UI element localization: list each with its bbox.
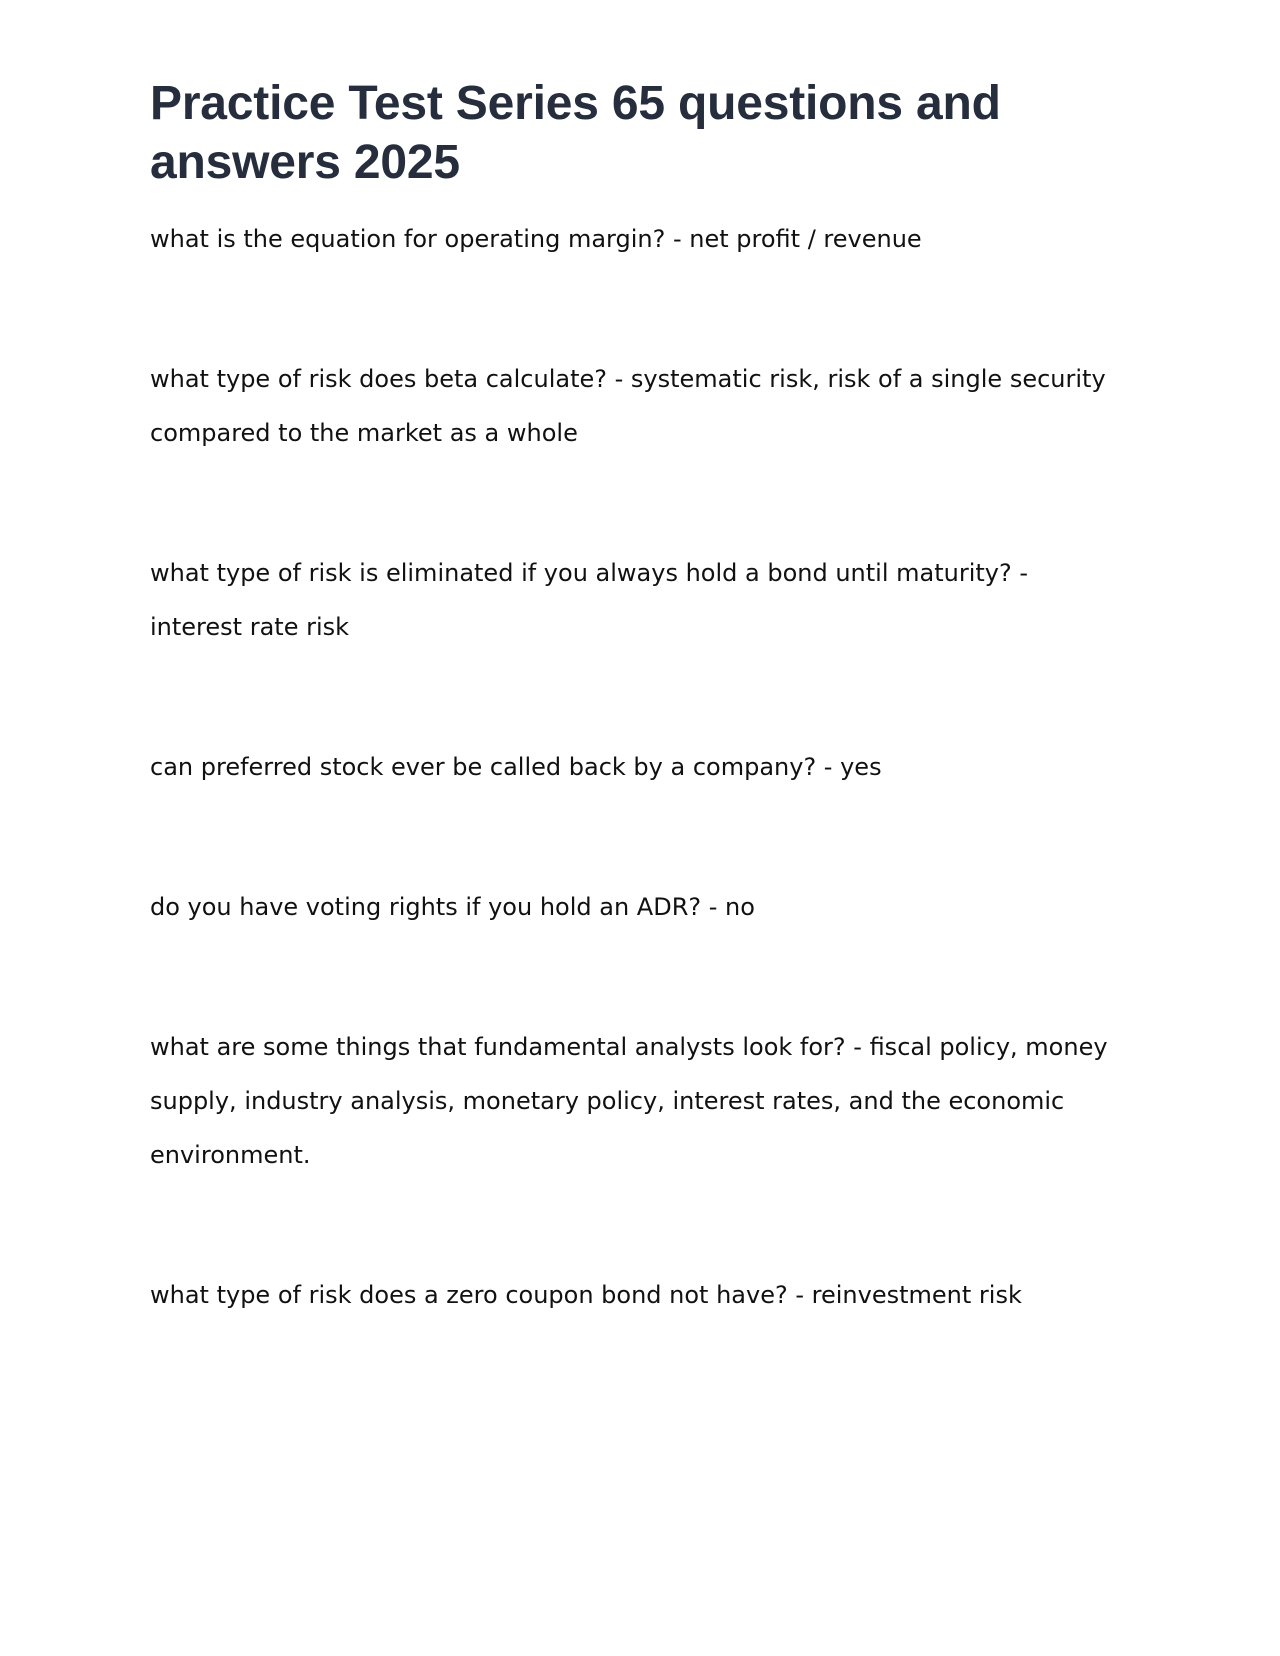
qa-item-zero-coupon-bond: what type of risk does a zero coupon bond not have? - reinvestment risk (150, 1281, 1022, 1309)
qa-item-operating-margin: what is the equation for operating margin? - net profit / revenue (150, 225, 922, 253)
qa-item-beta-risk: what type of risk does beta calculate? - systematic risk, risk of a single security compared to the market as a whole (150, 365, 1106, 447)
document-title: Practice Test Series 65 questions and answers 2025 (150, 77, 1001, 189)
qa-item-preferred-stock-callable: can preferred stock ever be called back by a company? - yes (150, 753, 882, 781)
qa-item-bond-maturity-risk: what type of risk is eliminated if you always hold a bond until maturity? - interest rate risk (150, 559, 1029, 641)
qa-item-adr-voting-rights: do you have voting rights if you hold an ADR? - no (150, 893, 755, 921)
qa-item-fundamental-analysts: what are some things that fundamental analysts look for? - fiscal policy, money supply, industry analysis, monetary policy, interest rates, and the economic environment. (150, 1033, 1108, 1169)
qa-list (150, 212, 1130, 1322)
